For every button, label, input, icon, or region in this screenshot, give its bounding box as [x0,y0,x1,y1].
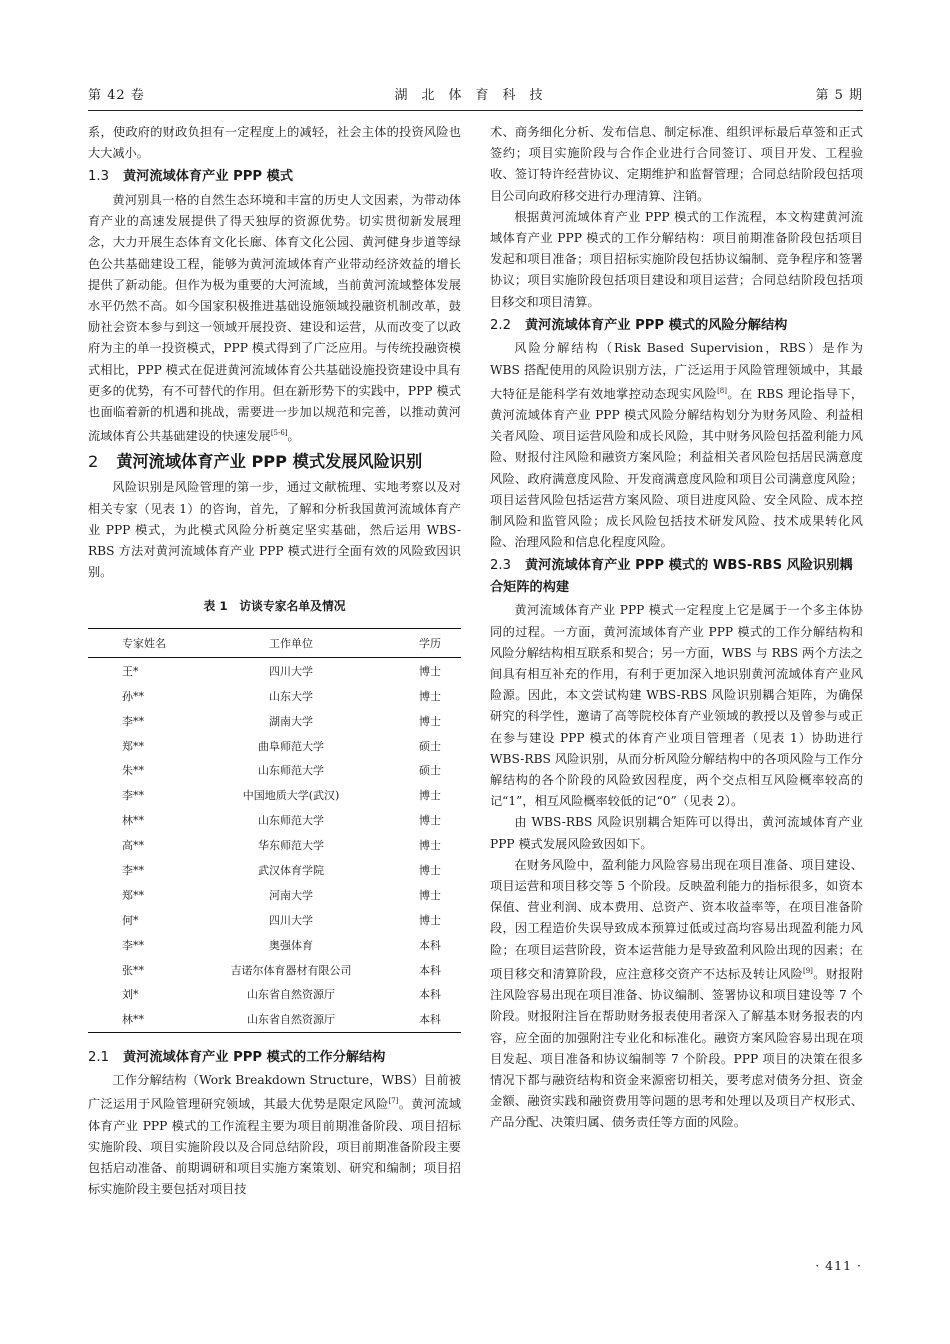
section-title: 黄河流域体育产业 PPP 模式的工作分解结构 [122,1049,386,1065]
section-number: 2.3 [490,558,511,574]
issue-label: 第 5 期 [815,88,863,103]
table-header-row [88,629,461,658]
section-number: 2.1 [88,1049,109,1065]
table-cell: 李** [122,938,144,952]
paragraph: 系，使政府的财政负担有一定程度上的减轻，社会主体的投资风险也大大减小。 [88,125,461,161]
section-heading-2-1 [88,1047,461,1069]
table-cell: 刘* [122,988,139,1002]
table-row [88,783,461,808]
table-caption: 表 1 访谈专家名单及情况 [203,599,346,614]
table-cell: 李** [122,714,144,728]
table-cell: 郑** [122,739,144,753]
table-cell: 湖南大学 [269,714,313,728]
table-row [88,808,461,833]
paragraph-text: 。财报附注风险容易出现在项目准备、协议编制、签署协议和项目建设等 7 个阶段。财报附注旨在帮助财务报表使用者深入了解基本财务报表的内容，应全面的加强附注专业化和标准化。融资方案风险容易出现在项目发起、项目准备和协议编制等 7 个阶段。PPP 项目的决策在很多情况下都与融资结构和资金来源密切相关，要考虑对债务分担、资金金额、融资实践和融资费用等问题的思考和处理以及项目产权形式、产品分配、决策归属、债务责任等方面的风险。 [490,966,864,1130]
table-cell: 朱** [122,764,144,778]
paragraph [490,338,863,553]
section-heading-2-3 [490,555,863,598]
paragraph: 根据黄河流域体育产业 PPP 模式的工作流程，本文构建黄河流域体育产业 PPP 模式的工作分解结构：项目前期准备阶段包括项目发起和项目准备；项目招标实施阶段包括协议编制、竞争程序和签署协议；项目实施阶段包括项目建设和项目运营；合同总结阶段包括项目移交和项目清算。 [490,209,863,309]
journal-name: 湖北体育科技 [394,88,557,103]
table-row [88,982,461,1007]
table-cell: 李** [122,863,144,877]
paragraph: 术、商务细化分析、发布信息、制定标准、组织评标最后草签和正式签约；项目实施阶段与合作企业进行合同签订、项目开发、工程验收、签订特许经营协议、定期维护和监督管理；合同总结阶段包括项目公司向政府移交进行办理清算、注销。 [490,125,863,203]
section-number: 2 [88,452,99,472]
table-cell: 山东省自然资源厅 [183,1007,399,1032]
table-cell: 河南大学 [269,888,313,902]
table-cell: 硕士 [419,764,441,778]
page-number: · 411 · [815,1258,862,1273]
table-row [88,758,461,783]
table-cell: 四川大学 [269,664,313,678]
section-number: 2.2 [490,317,511,333]
table-cell: 四川大学 [269,913,313,927]
paragraph-text: 。在 RBS 理论指导下，黄河流域体育产业 PPP 模式风险分解结构划分为财务风险、利益相关者风险、项目运营风险和成长风险，其中财务风险包括盈利能力风险、财报付注风险和融资方案风险；利益相关者风险包括居民满意度风险、政府满意度风险、开发商满意度风险和项目公司满意度风险；项目运营风险包括运营方案风险、项目进度风险、安全风险、成本控制风险和监管风险；成长风险包括技术研发风险、技术成果转化风险、治理风险和信息化程度风险。 [490,386,864,550]
table-row [88,882,461,907]
table-cell: 何* [122,913,139,927]
table-header: 工作单位 [183,629,399,658]
paragraph-text: 黄河别具一格的自然生态环境和丰富的历史人文因素，为带动体育产业的高速发展提供了得天独厚的资源优势。切实贯彻新发展理念，大力开展生态体育文化长廊、体育文化公园、黄河健身步道等绿色公共基础建设工程，能够为黄河流域体育产业带动经济效益的增长提供了新动能。但作为极为重要的大河流域，当前黄河流域整体发展水平仍然不高。如今国家积极推进基础设施领域投融资机制改革，鼓励社会资本参与到这一领域开展投资、建设和运营，从而改变了以政府为主的单一投资模式，PPP 模式得到了广泛应用。与传统投融资模式相比，PPP 模式在促进黄河流域体育公共基础设施投资建设中具有更多的优势，有不可替代的作用。但在新形势下的实践中，PPP 模式也面临着新的机遇和挑战，需要进一步加以规范和完善，以推动黄河流域体育公共基础建设的快速发展 [88,192,461,444]
table-cell: 华东师范大学 [258,839,324,853]
running-header [88,84,863,108]
section-title: 黄河流域体育产业 PPP 模式的风险分解结构 [524,317,788,333]
table-cell: 博士 [419,863,441,877]
table-cell: 博士 [419,814,441,828]
paragraph [88,1070,461,1200]
section-title: 黄河流域体育产业 PPP 模式的 WBS-RBS 风险识别耦合矩阵的构建 [490,558,853,595]
expert-table [88,628,461,1032]
paragraph [490,855,863,1134]
table-row [88,1007,461,1032]
table-row [88,733,461,758]
table-cell: 李** [122,789,144,803]
citation: [5-6] [270,429,288,438]
table-cell: 林** [88,1007,183,1032]
right-column [490,122,863,1134]
paragraph-text: 在财务风险中，盈利能力风险容易出现在项目准备、项目建设、项目运营和项目移交等 5 个阶段。反映盈利能力的指标很多，如资本保值、营业利润、成本费用、总资产、资本收益率等，在项目准备阶段，因工程造价失误导致成本预算过低或过高均容易出现盈利能力风险；在项目运营阶段，资本运营能力是导致盈利风险出现的因素；在项目移交和清算阶段，应注意移交资产不达标及转让风险 [490,857,863,981]
table-cell: 博士 [419,789,441,803]
paragraph [88,190,461,448]
table-row [88,907,461,932]
table-cell: 林** [122,814,144,828]
table-cell: 王* [122,664,139,678]
table-cell: 中国地质大学(武汉) [242,789,340,803]
volume-label: 第 42 卷 [88,88,145,103]
table-cell: 郑** [122,888,144,902]
table-cell: 本科 [419,988,441,1002]
paragraph-text: 工作分解结构（Work Breakdown Structure，WBS）目前被广泛运用于风险管理研究领域，其最大优势是限定风险 [88,1073,461,1112]
table-cell: 吉诺尔体育器材有限公司 [230,963,352,977]
table-cell: 博士 [419,714,441,728]
paragraph-text: 风险分解结构（Risk Based Supervision，RBS）是作为 WBS 搭配使用的风险识别方法，广泛运用于风险管理领域中，其最大特征是能科学有效地掌控动态现实风险 [490,341,863,401]
section-number: 1.3 [88,169,109,185]
table-row [88,858,461,883]
table-cell: 山东师范大学 [258,764,324,778]
table-cell: 本科 [419,938,441,952]
table-cell: 博士 [419,913,441,927]
table-cell: 武汉体育学院 [258,863,324,877]
table-cell: 本科 [419,963,441,977]
paragraph: 黄河流域体育产业 PPP 模式一定程度上它是属于一个多主体协同的过程。一方面，黄河流域体育产业 PPP 模式的工作分解结构和风险分解结构相互联系和契合；另一方面，WBS 与 RBS 两个方法之间具有相互补充的作用，有利于更加深入地识别黄河流域体育产业风险源。因此，本文尝试构建 WBS-RBS 风险识别耦合矩阵，为确保研究的科学性，邀请了高等院校体育产业领域的教授以及曾参与或正在参与建设 PPP 模式的体育产业项目管理者（见表 1）协助进行 WBS-RBS 风险识别，从而分析风险分解结构中的各项风险与工作分解结构的各个阶段的风险致因程度，两个交点相互风险概率较高的记“1”，相互风险概率较低的记“0”（见表 2）。 [490,603,863,809]
table-cell: 孙** [122,689,144,703]
table-cell: 硕士 [419,739,441,753]
table-row [88,683,461,708]
table-cell: 曲阜师范大学 [258,739,324,753]
table-row [88,932,461,957]
section-title: 黄河流域体育产业 PPP 模式 [122,169,294,185]
table-row [88,658,461,683]
section-heading-2 [88,450,461,474]
citation: [8] [717,386,727,395]
table-cell: 张** [122,963,144,977]
table-cell: 山东师范大学 [258,814,324,828]
citation: [9] [803,966,813,975]
table-cell: 高** [122,839,144,853]
table-cell: 博士 [419,839,441,853]
section-title: 黄河流域体育产业 PPP 模式发展风险识别 [116,452,423,472]
section-heading-1-3 [88,166,461,188]
table-cell: 博士 [419,664,441,678]
citation: [7] [388,1097,399,1106]
paragraph-text: 。 [287,429,300,444]
table-header: 专家姓名 [88,629,183,658]
paragraph: 风险识别是风险管理的第一步，通过文献梳理、实地考察以及对相关专家（见表 1）的咨询，首先，了解和分析我国黄河流域体育产业 PPP 模式，为此模式风险分析奠定坚实基础，然后运用 WBS-RBS 方法对黄河流域体育产业 PPP 模式进行全面有效的风险致因识别。 [88,480,461,580]
table-cell: 山东大学 [269,689,313,703]
table-header: 学历 [399,629,461,658]
table-cell: 山东省自然资源厅 [247,988,335,1002]
table-cell: 奥强体育 [269,938,313,952]
table-row [88,957,461,982]
paragraph: 由 WBS-RBS 风险识别耦合矩阵可以得出，黄河流域体育产业 PPP 模式发展风险致因如下。 [490,815,863,851]
paragraph-text: 。黄河流域体育产业 PPP 模式的工作流程主要为项目前期准备阶段、项目招标实施阶段、项目实施阶段以及合同总结阶段，项目前期准备阶段主要包括启动准备、前期调研和项目实施方案策划、研究和编制；项目招标实施阶段主要包括对项目技 [88,1097,462,1197]
left-column [88,122,461,1201]
table-row [88,833,461,858]
table-cell: 本科 [399,1007,461,1032]
table-cell: 博士 [419,888,441,902]
table-row [88,708,461,733]
section-heading-2-2 [490,315,863,337]
table-cell: 博士 [419,689,441,703]
header-rule [88,110,863,111]
